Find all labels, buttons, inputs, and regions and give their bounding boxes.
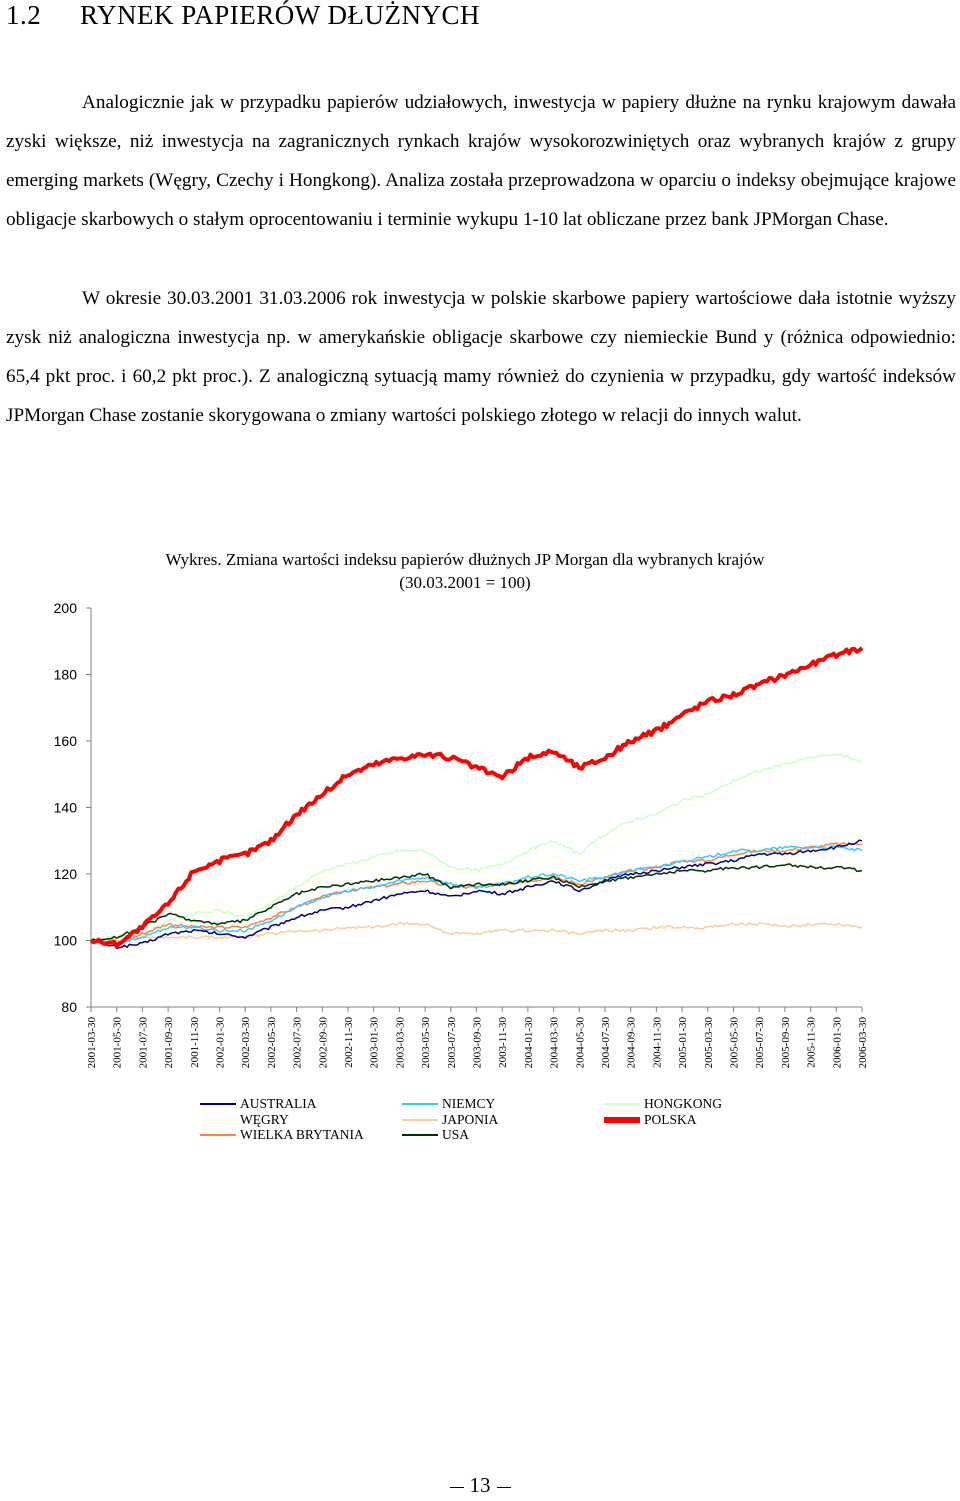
page-number-dash-right (497, 1487, 511, 1488)
legend-item-polska (604, 1112, 804, 1128)
x-tick-label-10: 2002-11-30 (343, 1017, 355, 1068)
section-number: 1.2 (6, 0, 42, 30)
x-tick-label-0: 2001-03-30 (86, 1017, 98, 1069)
y-tick-label-180: 180 (53, 666, 77, 683)
x-tick-label-12: 2003-03-30 (394, 1017, 407, 1069)
x-tick-label-5: 2002-01-30 (214, 1017, 227, 1069)
x-tick-label-7: 2002-05-30 (265, 1017, 278, 1069)
x-tick-label-8: 2002-07-30 (291, 1017, 304, 1069)
x-tick-label-20: 2004-07-30 (600, 1017, 612, 1069)
legend-item-wielka-brytania (200, 1127, 400, 1143)
legend-label-niemcy: NIEMCY (442, 1096, 496, 1111)
x-tick-label-9: 2002-09-30 (317, 1017, 330, 1069)
paragraph-1 (6, 83, 956, 239)
x-tick-label-16: 2003-11-30 (497, 1017, 510, 1068)
paragraph-1-text: Analogicznie jak w przypadku papierów udziałowych, inwestycja w papiery dłużne na rynku krajowym dawała zyski większe, niż inwestycja na zagranicznych rynkach krajów wysokorozwiniętych oraz wybranych krajów z grupy emerging markets (Węgry, Czechy i Hongkong). Analiza została przeprowadzona w oparciu o indeksy obejmujące krajowe obligacje skarbowych o stałym oprocentowaniu i terminie wykupu 1-10 lat obliczane przez bank JPMorgan Chase. (6, 92, 956, 230)
legend-label-japonia: JAPONIA (442, 1111, 499, 1127)
legend-swatch-polska (604, 1117, 640, 1123)
x-tick-label-26: 2005-07-30 (754, 1017, 767, 1069)
chart-subtitle: (30.03.2001 = 100) (399, 573, 531, 592)
chart-title-block (120, 548, 810, 594)
legend-col-1 (200, 1096, 400, 1143)
legend-label-australia: AUSTRALIA (240, 1096, 317, 1111)
legend-label-polska: POLSKA (644, 1111, 697, 1127)
y-tick-label-100: 100 (53, 932, 77, 949)
x-tick-label-3: 2001-09-30 (163, 1017, 176, 1069)
x-tick-label-15: 2003-09-30 (471, 1017, 484, 1069)
legend-swatch-japonia (402, 1119, 438, 1121)
page-number (440, 1473, 520, 1498)
paragraph-2-text: W okresie 30.03.2001 31.03.2006 rok inwestycja w polskie skarbowe papiery wartościowe dała istotnie wyższy zysk niż analogiczna inwestycja np. w amerykańskie obligacje skarbowe czy niemieckie Bund y (różnica odpowiednio: 65,4 pkt proc. i 60,2 pkt proc.). Z analogiczną sytuacją mamy również do czynienia w przypadku, gdy wartość indeksów JPMorgan Chase zostanie skorygowana o zmiany wartości polskiego złotego w relacji do innych walut. (6, 288, 956, 426)
x-tick-label-25: 2005-05-30 (728, 1017, 741, 1069)
legend-item-australia (200, 1096, 400, 1112)
x-tick-label-27: 2005-09-30 (779, 1017, 792, 1069)
x-tick-label-23: 2005-01-30 (677, 1017, 690, 1069)
legend-label-wegry: WĘGRY (240, 1111, 289, 1127)
x-tick-label-14: 2003-07-30 (445, 1017, 458, 1069)
series-line-niemcy (91, 846, 862, 944)
x-tick-label-2: 2001-07-30 (137, 1017, 150, 1069)
legend-swatch-niemcy (402, 1103, 438, 1105)
legend-swatch-australia (200, 1103, 236, 1105)
legend-label-hongkong: HONGKONG (644, 1096, 722, 1111)
x-tick-label-13: 2003-05-30 (420, 1017, 433, 1069)
y-tick-label-120: 120 (53, 866, 77, 882)
x-tick-label-18: 2004-03-30 (548, 1017, 561, 1069)
legend-col-3 (604, 1096, 804, 1127)
x-tick-label-22: 2004-11-30 (651, 1017, 664, 1068)
section-title: RYNEK PAPIERÓW DŁUŻNYCH (80, 0, 481, 30)
legend-item-wegry (200, 1112, 400, 1128)
chart-title: Wykres. Zmiana wartości indeksu papierów dłużnych JP Morgan dla wybranych krajów (165, 550, 765, 569)
x-tick-label-11: 2003-01-30 (368, 1017, 381, 1069)
page-number-text: 13 (469, 1473, 491, 1497)
x-tick-label-19: 2004-05-30 (574, 1017, 587, 1069)
legend-label-usa: USA (442, 1127, 470, 1142)
x-tick-label-4: 2001-11-30 (188, 1017, 201, 1068)
legend-col-2 (402, 1096, 592, 1143)
legend-item-usa (402, 1127, 592, 1143)
legend-swatch-wielka-brytania (200, 1134, 236, 1136)
series-line-wielka-brytania (91, 843, 862, 944)
x-tick-label-24: 2005-03-30 (702, 1017, 715, 1069)
y-tick-label-140: 140 (53, 799, 77, 816)
series-line-polska (91, 648, 862, 946)
x-tick-label-28: 2005-11-30 (805, 1017, 818, 1068)
series-line-australia (91, 840, 862, 948)
page-number-dash-left (450, 1487, 464, 1488)
x-tick-label-1: 2001-05-30 (111, 1017, 124, 1069)
legend-swatch-usa (402, 1134, 438, 1136)
legend-label-wielka-brytania: WIELKA BRYTANIA (240, 1127, 364, 1142)
legend-item-hongkong (604, 1096, 804, 1112)
line-chart (0, 590, 960, 1100)
y-tick-label-200: 200 (53, 600, 77, 616)
x-tick-label-6: 2002-03-30 (240, 1017, 253, 1069)
x-tick-label-29: 2006-01-30 (831, 1017, 844, 1069)
y-tick-label-80: 80 (61, 999, 77, 1015)
legend-swatch-wegry (200, 1119, 236, 1121)
x-tick-label-30: 2006-03-30 (857, 1017, 869, 1069)
section-heading (6, 0, 480, 31)
paragraph-2 (6, 279, 956, 435)
legend-swatch-hongkong (604, 1103, 640, 1105)
x-tick-label-21: 2004-09-30 (625, 1017, 638, 1069)
x-tick-label-17: 2004-01-30 (522, 1017, 535, 1069)
legend-item-niemcy (402, 1096, 592, 1112)
legend-item-japonia (402, 1112, 592, 1128)
y-tick-label-160: 160 (53, 733, 77, 749)
